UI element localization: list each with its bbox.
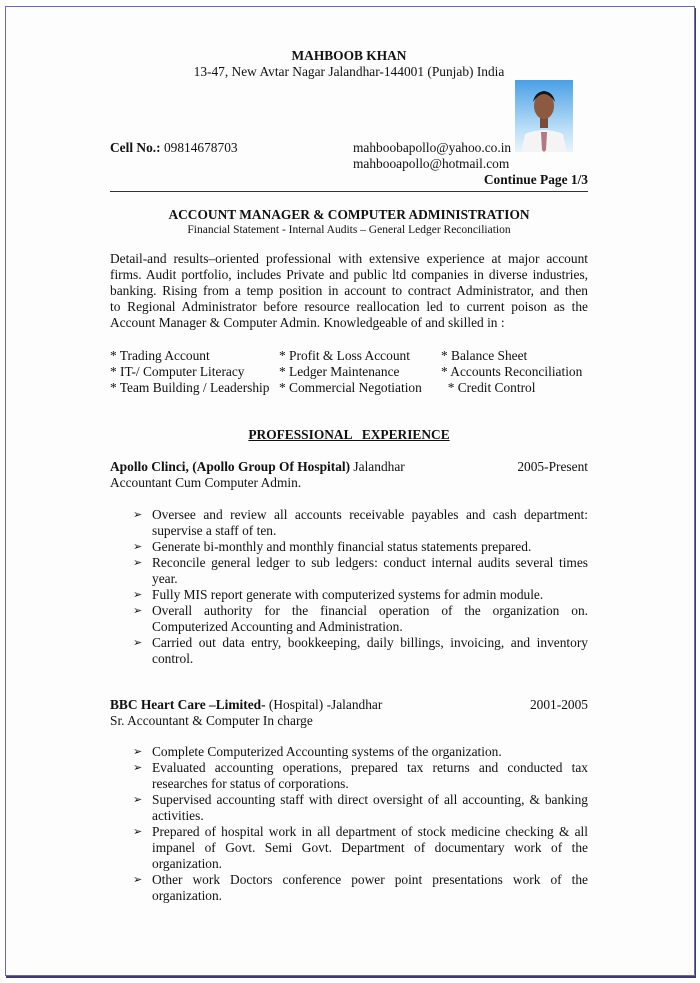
dates: 2001-2005 xyxy=(529,697,588,712)
cell-label: Cell No.: xyxy=(110,140,161,155)
arrow-bullet-icon: ➢ xyxy=(133,509,143,521)
cell-value: 09814678703 xyxy=(163,140,238,155)
bullet-item: ➢ Generate bi-monthly and monthly financial status statements prepared. xyxy=(133,539,532,554)
bullet-item: ➢ Supervised accounting staff with direct oversight of all accounting, & banking activities. xyxy=(133,792,588,823)
job-bbc-bullets xyxy=(133,744,588,904)
bullet-item: ➢ Carried out data entry, bookkeeping, daily billings, invoicing, and inventory control. xyxy=(133,635,588,666)
bullet-item: ➢ Other work Doctors conference power point presentations work of the organization. xyxy=(133,872,588,903)
skill: * Credit Control xyxy=(441,380,536,395)
page-continue: Continue Page 1/3 xyxy=(483,172,588,187)
job-apollo xyxy=(110,459,588,491)
job-apollo-bullets xyxy=(133,507,588,667)
email-1[interactable]: mahboobapollo@yahoo.co.in xyxy=(353,140,512,155)
skill: * Profit & Loss Account xyxy=(279,348,410,363)
summary-line: Account Manager & Computer Admin. Knowledgeable of and skilled in : xyxy=(110,315,505,330)
arrow-bullet-icon: ➢ xyxy=(133,557,143,569)
summary-line: to Regional Administrator before resource reallocation led to current poison as the xyxy=(110,299,588,314)
location: Jalandhar xyxy=(350,459,405,474)
arrow-bullet-icon: ➢ xyxy=(133,605,143,617)
role: Accountant Cum Computer Admin. xyxy=(110,475,302,490)
skill: * Team Building / Leadership xyxy=(110,380,270,395)
bullet-item: ➢ Oversee and review all accounts receivable payables and cash department: supervise a staff of ten. xyxy=(133,507,588,538)
bullet-item: ➢ Evaluated accounting operations, prepared tax returns and conducted tax researches for status of corporations. xyxy=(133,760,588,791)
skill: * Ledger Maintenance xyxy=(279,364,400,379)
arrow-bullet-icon: ➢ xyxy=(133,541,143,553)
candidate-name: MAHBOOB KHAN xyxy=(291,48,407,63)
company: BBC Heart Care –Limited- xyxy=(110,697,266,712)
arrow-bullet-icon: ➢ xyxy=(133,794,143,806)
skill: * IT-/ Computer Literacy xyxy=(110,364,245,379)
arrow-bullet-icon: ➢ xyxy=(133,762,143,774)
bullet-item: ➢ Complete Computerized Accounting systems of the organization. xyxy=(133,744,502,759)
job-bbc xyxy=(110,697,588,729)
summary-paragraph xyxy=(110,251,588,331)
profile-photo xyxy=(515,80,573,152)
arrow-bullet-icon: ➢ xyxy=(133,746,143,758)
address: 13-47, New Avtar Nagar Jalandhar-144001 (Punjab) India xyxy=(193,64,505,79)
arrow-bullet-icon: ➢ xyxy=(133,589,143,601)
skill: * Trading Account xyxy=(110,348,210,363)
arrow-bullet-icon: ➢ xyxy=(133,637,143,649)
skills-list xyxy=(110,348,600,396)
arrow-bullet-icon: ➢ xyxy=(133,874,143,886)
bullet-item: ➢ Prepared of hospital work in all department of stock medicine checking & all impanel of Govt. Semi Govt. Department of documentary work of the organization. xyxy=(133,824,588,871)
skill: * Balance Sheet xyxy=(441,348,528,363)
dates: 2005-Present xyxy=(517,459,588,474)
email-2[interactable]: mahbooapollo@hotmail.com xyxy=(353,156,510,171)
company: Apollo Clinci, (Apollo Group Of Hospital) xyxy=(110,459,351,474)
role: Sr. Accountant & Computer In charge xyxy=(110,713,313,728)
location: (Hospital) -Jalandhar xyxy=(265,697,383,712)
summary-line: Detail-and results–oriented professional with extensive experience at major account xyxy=(110,251,588,266)
cell-number xyxy=(110,140,238,156)
divider xyxy=(110,191,588,192)
summary-line: banking. Rising from a temp position in account to contract Administrator, and then xyxy=(110,283,588,298)
skill: * Commercial Negotiation xyxy=(279,380,422,395)
arrow-bullet-icon: ➢ xyxy=(133,826,143,838)
bullet-item: ➢ Reconcile general ledger to sub ledgers: conduct internal audits several times year. xyxy=(133,555,588,586)
experience-heading: PROFESSIONAL EXPERIENCE xyxy=(248,427,450,442)
headline-title: ACCOUNT MANAGER & COMPUTER ADMINISTRATION xyxy=(168,207,530,222)
bullet-item: ➢ Fully MIS report generate with computerized systems for admin module. xyxy=(133,587,544,602)
headline-subtitle: Financial Statement - Internal Audits – General Ledger Reconciliation xyxy=(187,224,511,236)
skill: * Accounts Reconciliation xyxy=(441,364,583,379)
summary-line: firms. Audit portfolio, includes Private and public ltd companies in diverse industries, xyxy=(110,267,588,282)
bullet-item: ➢ Overall authority for the financial operation of the organization on. Computerized Accounting and Administration. xyxy=(133,603,588,634)
